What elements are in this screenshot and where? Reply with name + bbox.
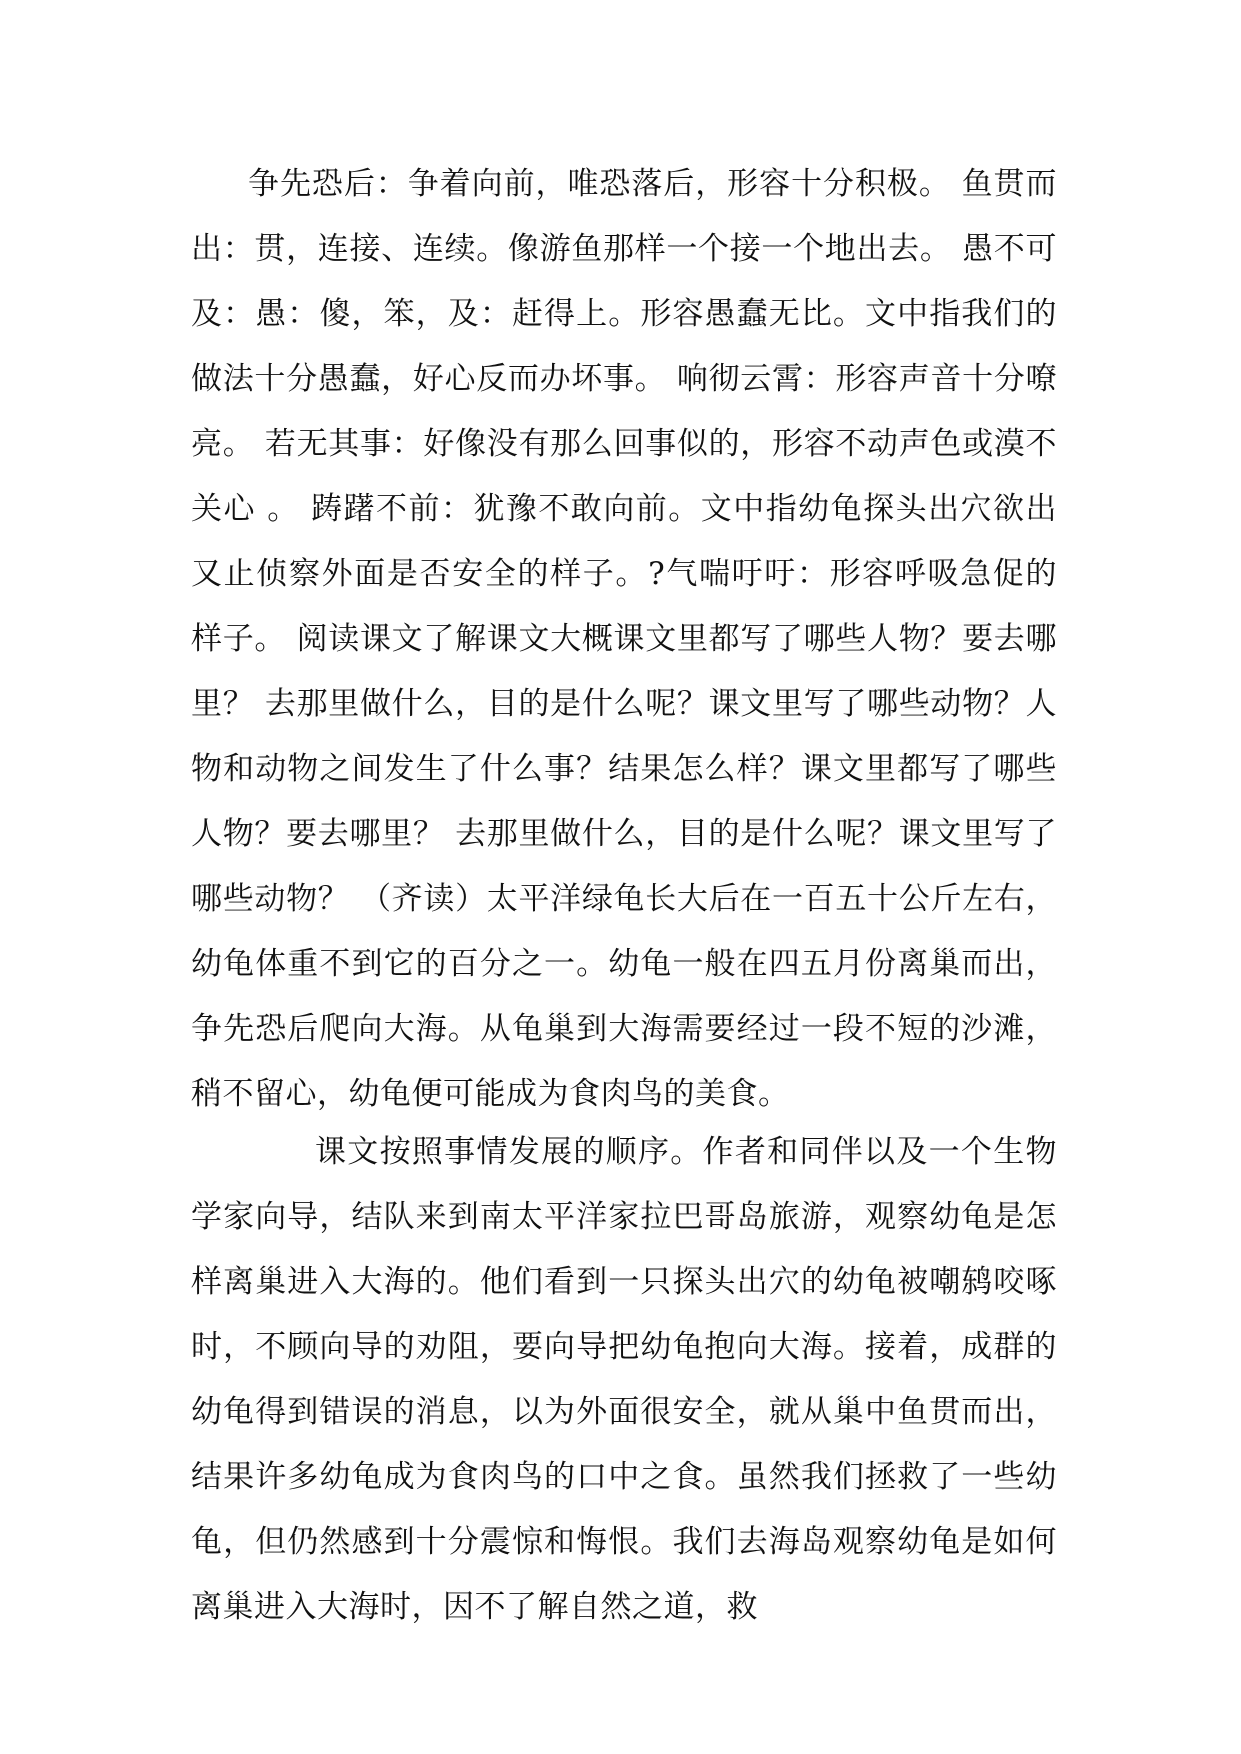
paragraph-lesson-summary: 课文按照事情发展的顺序。作者和同伴以及一个生物学家向导，结队来到南太平洋家拉巴哥岛旅游，观察幼龟是怎样离巢进入大海的。他们看到一只探头出穴的幼龟被嘲鸫咬啄时，不顾向导的劝阻，要向导把幼龟抱向大海。接着，成群的幼龟得到错误的消息，以为外面很安全，就从巢中鱼贯而出，结果许多幼龟成为食肉鸟的口中之食。虽然我们拯救了一些幼龟，但仍然感到十分震惊和悔恨。我们去海岛观察幼龟是如何离巢进入大海时，因不了解自然之道，救 — [191, 1134, 1057, 1625]
paragraph-vocabulary-and-reading: 争先恐后：争着向前，唯恐落后，形容十分积极。 鱼贯而出：贯，连接、连续。像游鱼那样一个接一个地出去。 愚不可及：愚：傻，笨，及：赶得上。形容愚蠢无比。文中指我们的做法十分愚蠢，好心反而办坏事。 响彻云霄：形容声音十分嘹亮。 若无其事：好像没有那么回事似的，形容不动声色或漠不关心 。 踌躇不前：犹豫不敢向前。文中指幼龟探头出穴欲出又止侦察外面是否安全的样子。?气喘吁吁：形容呼吸急促的样子。 阅读课文了解课文大概课文里都写了哪些人物？要去哪里？ 去那里做什么，目的是什么呢？课文里写了哪些动物？人物和动物之间发生了什么事？结果怎么样？课文里都写了哪些人物？要去哪里？ 去那里做什么，目的是什么呢？课文里写了哪些动物？ （齐读）太平洋绿龟长大后在一百五十公斤左右，幼龟体重不到它的百分之一。幼龟一般在四五月份离巢而出，争先恐后爬向大海。从龟巢到大海需要经过一段不短的沙滩，稍不留心，幼龟便可能成为食肉鸟的美食。 — [191, 166, 1057, 1112]
